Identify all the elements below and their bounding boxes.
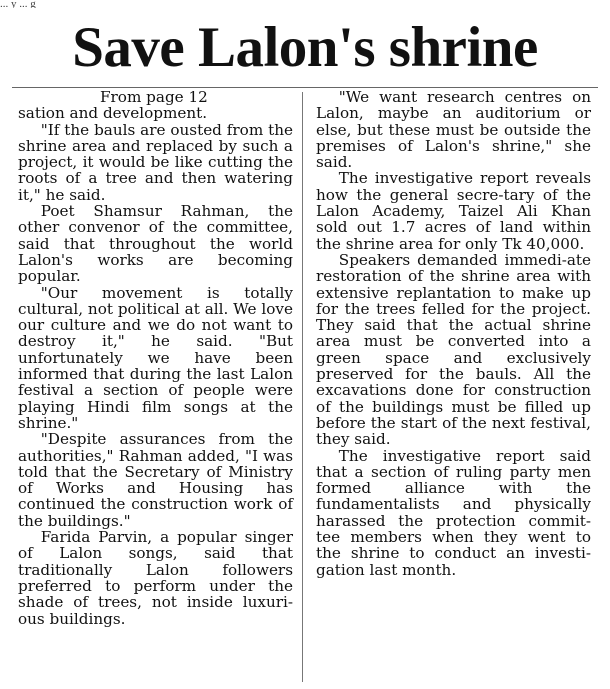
paragraph: "Despite assurances from the authorities," Rahman added, "I was told that the Secretary of Ministry of Works and Housing has continued the construction work of the buildings." [18, 430, 293, 530]
paragraph: "If the bauls are ousted from the shrine area and replaced by such a project, it would be like cutting the roots of a tree and then watering it," he said. [18, 120, 293, 204]
left-column [18, 89, 293, 627]
article-headline: Save Lalon's shrine [72, 16, 538, 79]
paragraph: sation and development. [18, 104, 208, 123]
previous-headline-fragment: ... y ... g [0, 0, 36, 8]
column-divider [302, 92, 303, 682]
paragraph: "Our movement is totally cultural, not political at all. We love our culture and we do not want to destroy it," he said. "But unfortunately we have been informed that during the last Lalon festival a section of people were playing Hindi film songs at the shrine." [18, 283, 293, 432]
paragraph: "We want research centres on Lalon, maybe an auditorium or else, but these must be outside the premises of Lalon's shrine," she said. [316, 88, 591, 172]
paragraph: The investigative report reveals how the general secre-tary of the Lalon Academy, Taizel Ali Khan sold out 1.7 acres of land within the shrine area for only Tk 40,000. [316, 169, 591, 253]
paragraph: Poet Shamsur Rahman, the other convenor of the committee, said that throughout the world Lalon's works are becoming popular. [18, 202, 293, 286]
paragraph: Speakers demanded immedi-ate restoration of the shrine area with extensive replantation to make up for the trees felled for the project. They said that the actual shrine area must be converted into a green space and exclusively preserved for the bauls. All the excavations done for construction of the buildings must be filled up before the start of the next festival, they said. [316, 250, 591, 449]
right-column [316, 89, 591, 578]
continued-from-line: From page 12 [100, 88, 208, 106]
paragraph: The investigative report said that a section of ruling party men formed alliance with the fundamentalists and physically harassed the protection commit-tee members when they went to the shrine to conduct an investi-gation last month. [316, 446, 591, 579]
paragraph: Farida Parvin, a popular singer of Lalon songs, said that traditionally Lalon followers preferred to perform under the shade of trees, not inside luxuri-ous buildings. [18, 528, 293, 628]
